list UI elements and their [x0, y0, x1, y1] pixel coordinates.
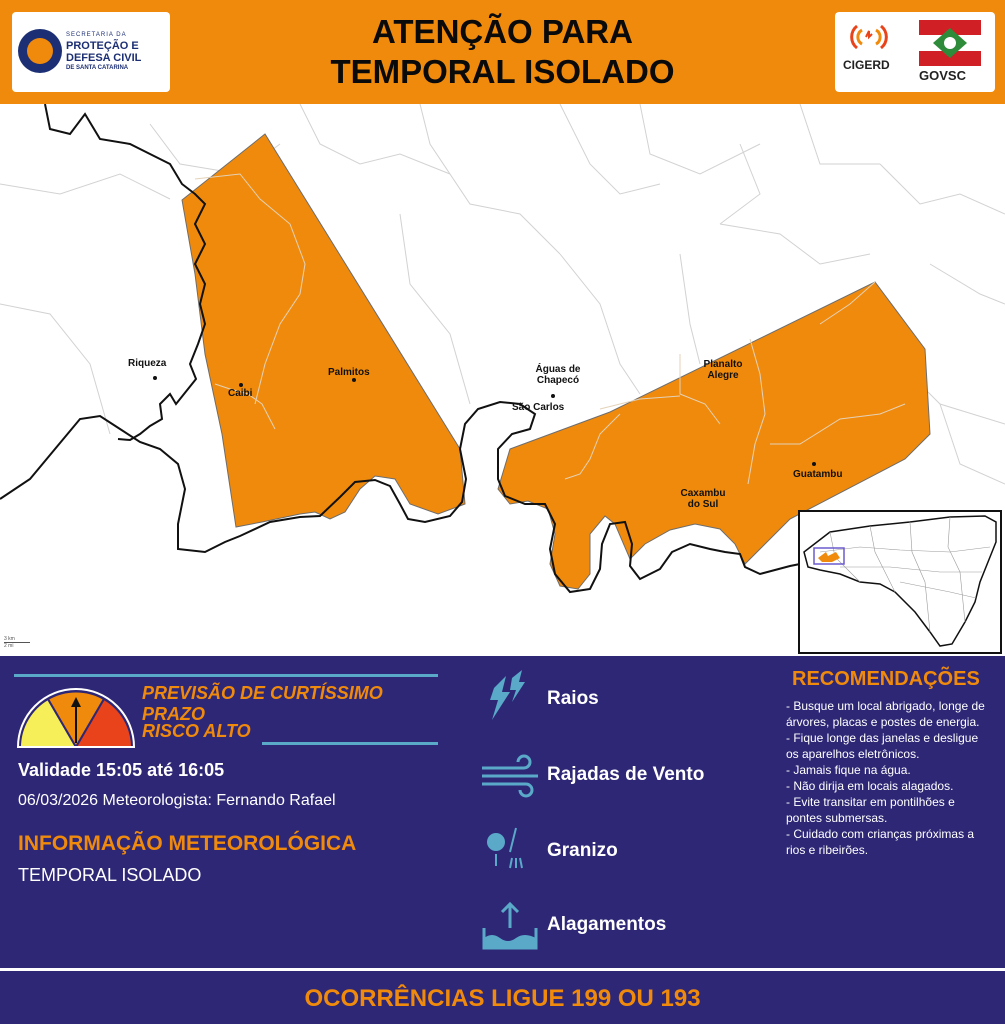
govsc-label: GOVSC [919, 68, 966, 83]
hazard-label-rajadas: Rajadas de Vento [547, 764, 705, 785]
hazard-raios [480, 670, 740, 730]
cigerd-label: CIGERD [843, 58, 890, 72]
label-caibi: Caibi [228, 388, 253, 399]
label-guatambu: Guatambu [793, 469, 843, 480]
label-sao-carlos: São Carlos [512, 402, 565, 413]
lightning-icon [480, 670, 540, 730]
title-line-1: ATENÇÃO PARA [372, 13, 633, 50]
marker-guatambu [812, 462, 816, 466]
header-bar [0, 0, 1005, 104]
info-text: TEMPORAL ISOLADO [18, 865, 202, 885]
label-planalto-alegre: Planalto Alegre [703, 359, 743, 381]
risk-gauge-box [14, 675, 438, 745]
recommendations-heading: RECOMENDAÇÕES [792, 668, 980, 690]
validity-text: Validade 15:05 até 16:05 [18, 760, 225, 780]
risk-level-label: RISCO ALTO [142, 721, 251, 741]
scale-mi: 2 mi [4, 643, 14, 649]
alert-area-west [182, 134, 465, 527]
santa-catarina-flag-icon [919, 20, 981, 66]
emergency-phone-text: OCORRÊNCIAS LIGUE 199 OU 193 [304, 985, 701, 1012]
marker-riqueza [153, 376, 157, 380]
page-title [250, 12, 755, 92]
recommendation-item: - Evite transitar em pontilhões e pontes submersas. [786, 795, 955, 825]
marker-aguas-de-chapeco [551, 394, 555, 398]
risk-divider [262, 742, 438, 745]
footer-bar [0, 968, 1005, 1024]
logo-line-2: DEFESA CIVIL [66, 52, 142, 64]
hazard-alagamentos [480, 898, 740, 958]
recommendation-item: - Não dirija em locais alagados. [786, 779, 954, 793]
western-border [45, 104, 205, 440]
logo-small-text: SECRETARIA DA [66, 32, 127, 38]
label-aguas-de-chapeco: Águas de Chapecó [535, 364, 581, 386]
recommendation-item: - Jamais fique na água. [786, 763, 911, 777]
hail-icon [480, 822, 540, 882]
alert-map [0, 104, 1005, 656]
flood-icon [480, 898, 540, 958]
hazard-granizo [480, 822, 740, 882]
logo-sub-text: DE SANTA CATARINA [66, 65, 129, 71]
risk-gauge-icon [14, 681, 138, 755]
inset-canvas [800, 512, 1000, 652]
recommendation-item: - Busque um local abrigado, longe de árvores, placas e postes de energia. [786, 699, 985, 729]
hazard-label-raios: Raios [547, 688, 599, 709]
wind-icon [480, 748, 540, 808]
defesa-civil-logo [12, 12, 170, 92]
label-palmitos: Palmitos [328, 367, 370, 378]
hazard-label-alagamentos: Alagamentos [547, 914, 667, 935]
date-meteorologist: 06/03/2026 Meteorologista: Fernando Rafael [18, 792, 336, 809]
label-caxambu-do-sul: Caxambu do Sul [680, 488, 726, 510]
recommendation-item: - Cuidado com crianças próximas a rios e ribeirões. [786, 827, 975, 857]
recommendations-list [786, 698, 991, 858]
label-riqueza: Riqueza [128, 358, 167, 369]
title-line-2: TEMPORAL ISOLADO [330, 53, 675, 90]
info-heading: INFORMAÇÃO METEOROLÓGICA [18, 832, 357, 855]
info-panel [0, 656, 1005, 968]
cigerd-signal-icon [849, 22, 889, 52]
logo-main-text [66, 40, 168, 64]
hazard-label-granizo: Granizo [547, 840, 618, 861]
marker-caibi [239, 383, 243, 387]
recommendation-item: - Fique longe das janelas e desligue os aparelhos eletrônicos. [786, 731, 979, 761]
scale-km: 3 km [4, 636, 30, 643]
logo-line-1: PROTEÇÃO E [66, 40, 139, 52]
hazard-rajadas [480, 748, 740, 808]
defesa-civil-emblem-icon [18, 29, 62, 73]
partner-logos [835, 12, 995, 92]
forecast-type-label: PREVISÃO DE CURTÍSSIMO PRAZO [142, 683, 383, 724]
marker-palmitos [352, 378, 356, 382]
map-scale-bar [4, 636, 34, 652]
locator-inset-map [798, 510, 1002, 654]
